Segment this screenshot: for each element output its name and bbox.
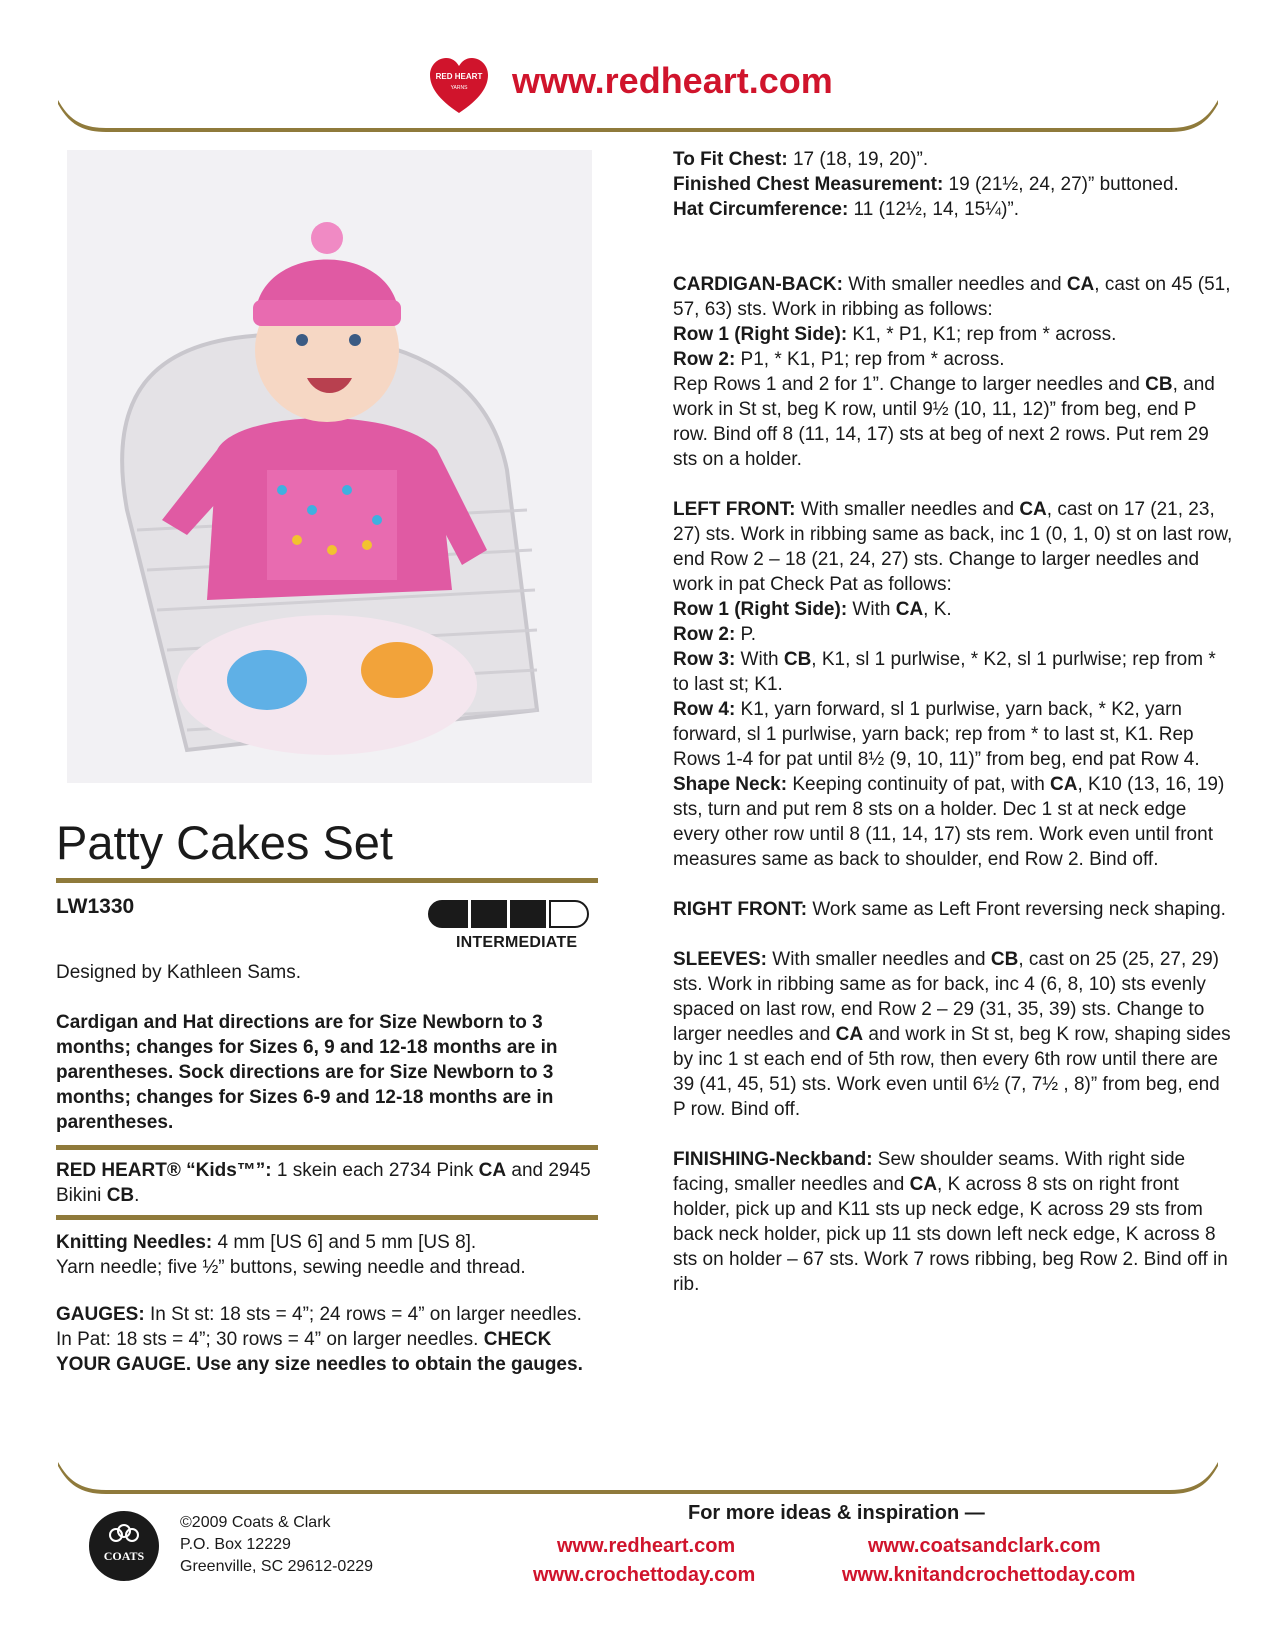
sizes-note: Cardigan and Hat directions are for Size Newborn to 3 months; changes for Sizes 6, 9 and 12-18 months are in parentheses. Sock directions are for Size Newborn to 3 months; changes for Sizes 6-9 and 12-18 months are in parentheses. [56, 1012, 558, 1133]
product-photo [67, 150, 592, 783]
pattern-title: Patty Cakes Set [56, 816, 393, 869]
footer-link-crochettoday[interactable]: www.crochettoday.com [533, 1564, 756, 1586]
logo-text: RED HEART [435, 72, 483, 81]
hat-circumference: Hat Circumference: 11 (12½, 14, 15¼)”. [673, 199, 1020, 220]
footer-address: ©2009 Coats & Clark P.O. Box 12229 Greenville, SC 29612-0229 [180, 1514, 374, 1575]
sleeves-section: SLEEVES: With smaller needles and CB, cast on 25 (25, 27, 29) sts. Work in ribbing same as for back, inc 4 (6, 8, 10) sts evenly spaced on last row, end Row 2 – 29 (31, 35, 39) sts. Change to larger needles and CA and work in St st, beg K row, shaping sides by inc 1 st each end of 5th row, then every 6th row until there are 39 (41, 45, 51) sts. Work even until 6½ (7, 7½ , 8)” from beg, end P row. Bind off. [673, 949, 1231, 1120]
gauges-info: GAUGES: In St st: 18 sts = 4”; 24 rows = 4” on larger needles. In Pat: 18 sts = 4”; 30 rows = 4” on larger needles. CHECK YOUR GAUGE. Use any size needles to obtain the gauges. [56, 1304, 583, 1375]
back-section: CARDIGAN-BACK: With smaller needles and CA, cast on 45 (51, 57, 63) sts. Work in ribbing as follows: [673, 274, 1231, 320]
left-front-section: LEFT FRONT: With smaller needles and CA, cast on 17 (21, 23, 27) sts. Work in ribbing same as back, inc 1 (0, 1, 0) st on last row, end Row 2 – 18 (21, 24, 27) sts. Change to larger needles and work in pat Check Pat as follows: [673, 499, 1233, 595]
page-header [0, 0, 1275, 140]
finishing-section: FINISHING-Neckband: Sew shoulder seams. With right side facing, smaller needles and CA, K across 8 sts on right front holder, pick up and K11 sts up neck edge, K across 29 sts from back neck holder, pick up 11 sts down left neck edge, K across 8 sts on holder – 67 sts. Work 7 rows ribbing, beg Row 2. Bind off in rib. [673, 1149, 1228, 1295]
right-front-section: RIGHT FRONT: Work same as Left Front reversing neck shaping. [673, 899, 1226, 920]
divider-needles [56, 1215, 598, 1220]
yarn-info: RED HEART® “Kids™”: 1 skein each 2734 Pink CA and 2945 Bikini CB. [56, 1160, 591, 1206]
skill-level-meter [428, 900, 600, 928]
chest-size: To Fit Chest: 17 (18, 19, 20)”. [673, 149, 929, 170]
pattern-code: LW1330 [56, 895, 135, 918]
skill-level-label: INTERMEDIATE [456, 934, 578, 951]
coats-logo[interactable] [88, 1510, 160, 1582]
footer-link-coatsandclark[interactable]: www.coatsandclark.com [868, 1535, 1101, 1557]
title-divider [56, 878, 598, 883]
footer-link-redheart[interactable]: www.redheart.com [557, 1535, 736, 1557]
designer-credit: Designed by Kathleen Sams. [56, 962, 302, 983]
divider-materials [56, 1145, 598, 1150]
coats-logo-text: COATS [103, 1549, 145, 1563]
site-url-link[interactable]: www.redheart.com [512, 60, 833, 101]
footer-divider [58, 1454, 1218, 1494]
header-divider [58, 92, 1218, 132]
skill-level-badge [428, 900, 600, 952]
logo-sub: YARNS [450, 85, 468, 91]
finished-chest: Finished Chest Measurement: 19 (21½, 24, 27)” buttoned. [673, 174, 1179, 195]
footer-link-knitandcrochettoday[interactable]: www.knitandcrochettoday.com [842, 1564, 1136, 1586]
instructions-column: To Fit Chest: 17 (18, 19, 20)”. Finished Chest Measurement: 19 (21½, 24, 27)” buttoned. Hat Circumference: 11 (12½, 14, 15¼)”. CARDIGAN-BACK: With smaller needles and CA, cast on 45 (51, 57, 63) sts. Work in ribbing as follows: Row 1 (Right Side): K1, * P1, K1; rep from * across. Row 2: P1, * K1, P1; rep from * across. Rep Rows 1 and 2 for 1”. Change to larger needles and CB, and work in St st, beg K row, until 9½ (10, 11, 12)” from beg, end P row. Bind off 8 (11, 14, 17) sts at beg of next 2 rows. Put rem 29 sts on a holder. LEFT FRONT: With smaller needles and CA, cast on 17 (21, 23, 27) sts. Work in ribbing same as back, inc 1 (0, 1, 0) st on last row, end Row 2 – 18 (21, 24, 27) sts. Change to larger needles and work in pat Check Pat as follows: Row 1 (Right Side): With CA, K. Row 2: P. Row 3: With CB, K1, sl 1 purlwise, * K2, sl 1 purlwise; rep from * to last st; K1. Row 4: K1, yarn forward, sl 1 purlwise, yarn back, * K2, yarn forward, sl 1 purlwise, yarn back; rep from * to last st, K1. Rep Rows 1-4 for pat until 8½ (9, 10, 11)” from beg, end pat Row 4. Shape Neck: Keeping continuity of pat, with CA, K10 (13, 16, 19) sts, turn and put rem 8 sts on a holder. Dec 1 st at neck edge every other row until 8 (11, 14, 17) sts rem. Work even until front measures same as back to shoulder, end Row 2. Bind off. RIGHT FRONT: Work same as Left Front reversing neck shaping. SLEEVES: With smaller needles and CB, cast on 25 (25, 27, 29) sts. Work in ribbing same as for back, inc 4 (6, 8, 10) sts evenly spaced on last row, end Row 2 – 29 (31, 35, 39) sts. Change to larger needles and CA and work in St st, beg K row, shaping sides by inc 1 st each end of 5th row, then every 6th row until there are 39 (41, 45, 51) sts. Work even until 6½ (7, 7½ , 8)” from beg, end P row. Bind off. FINISHING-Neckband: Sew shoulder seams. With right side facing, smaller needles and CA, K across 8 sts on right front holder, pick up and K11 sts up neck edge, K across 29 sts from back neck holder, pick up 11 sts down left neck edge, K across 8 sts on holder – 67 sts. Work 7 rows ribbing, beg Row 2. Bind off in rib. [673, 149, 1233, 1295]
more-ideas-heading: For more ideas & inspiration — [688, 1502, 985, 1524]
needles-info: Knitting Needles: 4 mm [US 6] and 5 mm [US 8]. Yarn needle; five ½” buttons, sewing needle and thread. [56, 1232, 526, 1278]
